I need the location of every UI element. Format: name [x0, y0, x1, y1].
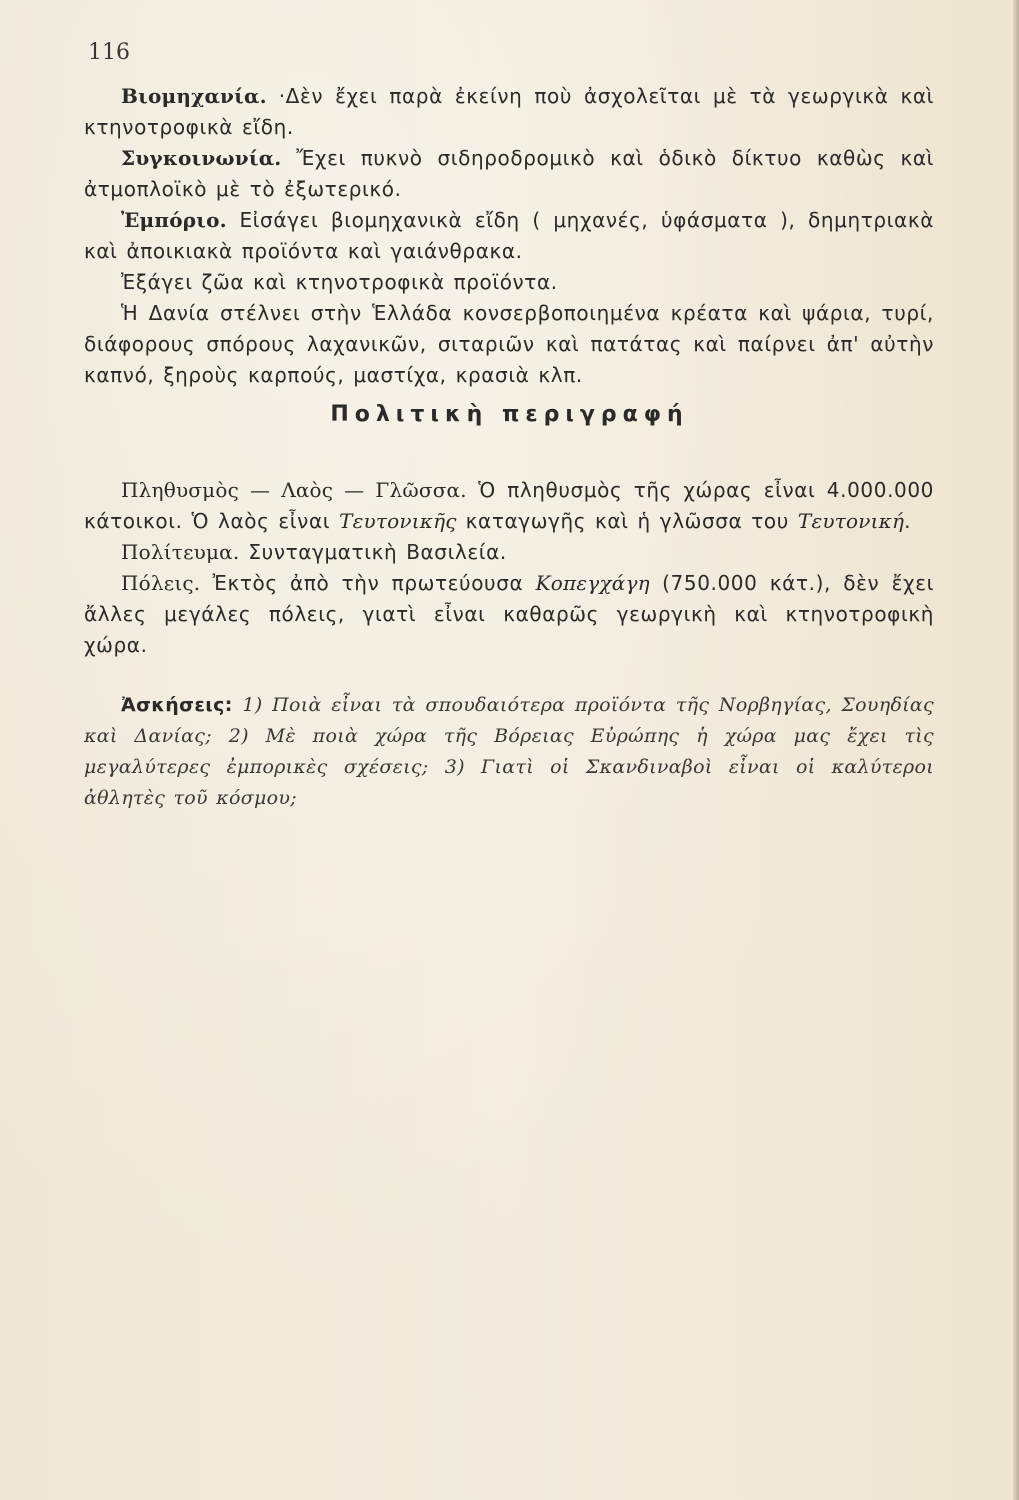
- page-number: 116: [88, 40, 130, 65]
- cities-heading: Πόλεις.: [121, 571, 201, 595]
- transport-heading: Συγκοινωνία.: [121, 146, 282, 170]
- page-edge-shadow: [1013, 0, 1019, 1500]
- paragraph-population: [84, 475, 934, 537]
- population-italic-1: Τευτονικῆς: [339, 509, 457, 533]
- political-section: [84, 475, 934, 661]
- commerce-text: Εἰσάγει βιομηχανικὰ εἴδη ( μηχανές, ὑφάσματα ), δημητριακὰ καὶ ἀποικιακὰ προϊόντα καὶ γαιάνθρακα.: [84, 208, 934, 263]
- population-heading: Πληθυσμὸς — Λαὸς — Γλῶσσα.: [121, 478, 467, 502]
- population-text-2: καταγωγῆς καὶ ἡ γλῶσσα του: [456, 509, 798, 533]
- section-heading: Πολιτικὴ περιγραφή: [330, 402, 689, 427]
- exercises-label: Ἀσκήσεις:: [121, 694, 233, 716]
- exports-text: Ἐξάγει ζῶα καὶ κτηνοτροφικὰ προϊόντα.: [121, 270, 558, 294]
- population-italic-2: Τευτονική: [797, 509, 905, 533]
- population-text-1: Ὁ πληθυσμὸς τῆς χώρας εἶναι 4.000.000 κάτοικοι. Ὁ λαὸς εἶναι: [84, 478, 934, 533]
- paragraph-cities: [84, 568, 934, 661]
- paragraph-exercises: [84, 690, 934, 814]
- cities-text-2: (750.000 κάτ.), δὲν ἔχει ἄλλες μεγάλες πόλεις, γιατὶ εἶναι καθαρῶς γεωργικὴ καὶ κτηνοτροφικὴ χώρα.: [84, 571, 934, 657]
- population-text-3: .: [904, 509, 912, 533]
- government-heading: Πολίτευμα.: [121, 540, 240, 564]
- paragraph-transport: [84, 143, 934, 205]
- economy-section: [84, 81, 934, 391]
- capital-name: Κοπεγχάγη: [535, 571, 650, 595]
- transport-text: Ἔχει πυκνὸ σιδηροδρομικὸ καὶ ὁδικὸ δίκτυο καθὼς καὶ ἀτμοπλοϊκὸ μὲ τὸ ἐξωτερικό.: [84, 146, 934, 201]
- exercises-text: 1) Ποιὰ εἶναι τὰ σπουδαιότερα προϊόντα τῆς Νορβηγίας, Σουηδίας καὶ Δανίας; 2) Μὲ ποιὰ χώρα τῆς Βόρειας Εὐρώπης ἡ χώρα μας ἔχει τὶς μεγαλύτερες ἐμπορικὲς σχέσεις; 3) Γιατὶ οἱ Σκανδιναβοὶ εἶναι οἱ καλύτεροι ἀθλητὲς τοῦ κόσμου;: [84, 694, 934, 809]
- paragraph-government: [84, 537, 934, 568]
- industry-text: ·Δὲν ἔχει παρὰ ἐκείνη ποὺ ἀσχολεῖται μὲ τὰ γεωργικὰ καὶ κτηνοτροφικὰ εἴδη.: [84, 84, 934, 139]
- paragraph-exports: [84, 267, 934, 298]
- paragraph-commerce: [84, 205, 934, 267]
- cities-text-1: Ἐκτὸς ἀπὸ τὴν πρωτεύουσα: [200, 571, 536, 595]
- trade-with-greece-text: Ἡ Δανία στέλνει στὴν Ἑλλάδα κονσερβοποιημένα κρέατα καὶ ψάρια, τυρί, διάφορους σπόρους λαχανικῶν, σιταριῶν καὶ πατάτας καὶ παίρνει ἀπ' αὐτὴν καπνό, ξηροὺς καρπούς, μαστίχα, κρασιὰ κλπ.: [84, 301, 934, 387]
- paragraph-industry: [84, 81, 934, 143]
- commerce-heading: Ἐμπόριο.: [121, 208, 227, 232]
- paragraph-trade-with-greece: [84, 298, 934, 391]
- government-text: Συνταγματικὴ Βασιλεία.: [239, 540, 507, 564]
- exercises-section: [84, 690, 934, 814]
- industry-heading: Βιομηχανία.: [121, 84, 267, 108]
